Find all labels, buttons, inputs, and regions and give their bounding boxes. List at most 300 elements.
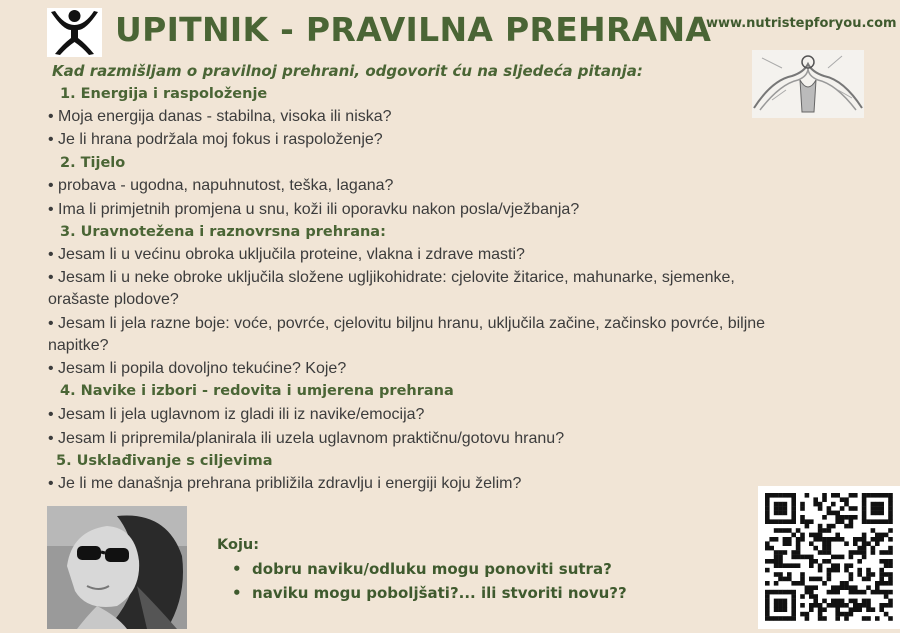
qr-module [853,590,858,595]
qr-module [791,533,796,538]
qr-module [857,590,862,595]
qr-code-graphic [758,486,900,629]
qr-module [831,502,836,507]
qr-module [888,559,893,564]
qr-module [787,590,792,595]
qr-module [765,599,770,604]
qr-module [835,511,840,516]
qr-module [840,599,845,604]
qr-module [888,519,893,524]
qr-module [809,555,814,560]
qr-module [818,524,823,529]
qr-module [844,612,849,617]
qr-module [774,616,779,621]
qr-module [866,616,871,621]
qr-module [765,607,770,612]
qr-module [791,506,796,511]
qr-module [835,537,840,542]
qr-module [805,555,810,560]
qr-module [849,550,854,555]
koju-item-text: dobru naviku/odluku mogu ponoviti sutra? [252,560,612,578]
qr-module [796,528,801,533]
qr-module [853,550,858,555]
qr-module [800,594,805,599]
qr-module [778,577,783,582]
qr-module [849,524,854,529]
qr-module [778,599,783,604]
qr-module [765,511,770,516]
qr-module [783,603,788,608]
qr-module [827,537,832,542]
qr-module [765,612,770,617]
qr-module [805,519,810,524]
qr-module [774,607,779,612]
qr-module [783,493,788,498]
qr-module [862,550,867,555]
qr-module [827,506,832,511]
qr-module [791,493,796,498]
qr-module [871,493,876,498]
qr-module [822,493,827,498]
qr-module [835,612,840,617]
qr-module [888,493,893,498]
qr-module [835,555,840,560]
qr-module [840,585,845,590]
question-item: • Jesam li u većinu obroka uključila proteine, vlakna i zdrave masti? [48,246,525,263]
qr-module [866,541,871,546]
qr-module [818,528,823,533]
qr-module [866,585,871,590]
qr-module [783,590,788,595]
qr-module [778,607,783,612]
qr-module [827,590,832,595]
qr-module [831,590,836,595]
qr-module [822,550,827,555]
qr-module [778,616,783,621]
qr-module [840,519,845,524]
qr-module [765,603,770,608]
portrait-photo [47,506,187,629]
qr-module [818,616,823,621]
qr-module [844,568,849,573]
qr-module [765,581,770,586]
qr-module [862,506,867,511]
qr-module [849,493,854,498]
qr-module [844,603,849,608]
question-item: • Je li me današnja prehrana približila zdravlju i energiji koju želim? [48,475,522,492]
qr-module [778,493,783,498]
qr-module [800,555,805,560]
qr-module [769,559,774,564]
qr-module [787,577,792,582]
qr-module [888,590,893,595]
section-heading: 5. Usklađivanje s ciljevima [56,453,273,469]
qr-module [791,555,796,560]
qr-module [822,616,827,621]
qr-module [809,541,814,546]
qr-module [783,541,788,546]
qr-module [888,572,893,577]
qr-module [879,577,884,582]
qr-module [765,506,770,511]
qr-module [791,590,796,595]
qr-module [835,603,840,608]
qr-module [791,550,796,555]
qr-module [857,546,862,551]
qr-module [800,577,805,582]
qr-module [765,541,770,546]
qr-module [791,519,796,524]
qr-module [888,537,893,542]
qr-module [853,599,858,604]
qr-module [800,612,805,617]
qr-module [871,607,876,612]
qr-module [849,585,854,590]
qr-module [884,581,889,586]
qr-module [800,581,805,586]
qr-module [769,590,774,595]
qr-module [879,537,884,542]
qr-module [888,515,893,520]
qr-module [849,563,854,568]
qr-module [875,511,880,516]
qr-module [849,577,854,582]
qr-module [871,572,876,577]
qr-module [866,599,871,604]
qr-module [857,603,862,608]
qr-module [879,533,884,538]
qr-module [818,568,823,573]
qr-module [862,533,867,538]
section-heading: 2. Tijelo [60,155,126,171]
qr-module [778,519,783,524]
qr-module [866,568,871,573]
qr-module [765,493,770,498]
qr-module [774,581,779,586]
qr-module [791,497,796,502]
qr-module [827,572,832,577]
qr-module [787,528,792,533]
qr-module [774,511,779,516]
page-title: UPITNIK - PRAVILNA PREHRANA [115,10,712,49]
qr-module [796,546,801,551]
qr-module [862,555,867,560]
qr-module [778,502,783,507]
qr-module [871,528,876,533]
qr-module [879,493,884,498]
qr-module [849,607,854,612]
qr-module [875,533,880,538]
qr-module [818,550,823,555]
qr-module [827,559,832,564]
qr-module [787,493,792,498]
qr-module [800,533,805,538]
qr-module [800,572,805,577]
qr-module [871,511,876,516]
qr-module [827,603,832,608]
qr-module [791,594,796,599]
qr-module [765,616,770,621]
qr-module [835,599,840,604]
qr-module [853,506,858,511]
qr-module [884,493,889,498]
qr-module [827,577,832,582]
qr-module [765,590,770,595]
qr-module [871,590,876,595]
qr-module [835,493,840,498]
qr-module [866,572,871,577]
qr-module [835,568,840,573]
qr-module [884,550,889,555]
qr-module [888,581,893,586]
qr-module [783,511,788,516]
qr-module [879,607,884,612]
qr-module [857,568,862,573]
qr-module [853,493,858,498]
qr-module [831,537,836,542]
qr-module [809,603,814,608]
qr-module [840,603,845,608]
qr-module [813,559,818,564]
qr-module [787,541,792,546]
qr-module [778,603,783,608]
qr-module [884,590,889,595]
qr-module [827,568,832,573]
qr-module [765,515,770,520]
qr-module [862,537,867,542]
qr-module [853,585,858,590]
qr-module [844,497,849,502]
qr-module [783,506,788,511]
qr-module [862,502,867,507]
qr-module [831,493,836,498]
qr-module [857,550,862,555]
qr-module [862,511,867,516]
qr-module [875,506,880,511]
qr-module [800,519,805,524]
qr-module [871,550,876,555]
qr-module [844,541,849,546]
qr-module [769,616,774,621]
qr-module [875,541,880,546]
qr-module [774,537,779,542]
qr-module [822,497,827,502]
qr-module [796,555,801,560]
qr-module [769,519,774,524]
qr-module [862,590,867,595]
qr-module [849,506,854,511]
qr-module [866,603,871,608]
qr-module [857,572,862,577]
qr-module [800,537,805,542]
intro-text: Kad razmišljam o pravilnoj prehrani, odgovorit ću na sljedeća pitanja: [52,62,643,80]
qr-module [778,550,783,555]
qr-module [809,563,814,568]
qr-module [791,599,796,604]
qr-module [765,559,770,564]
qr-module [822,599,827,604]
question-item-continuation: orašaste plodove? [48,291,179,308]
qr-module [791,511,796,516]
qr-module [818,533,823,538]
qr-module [783,616,788,621]
qr-module [844,616,849,621]
qr-module [813,599,818,604]
qr-module [866,607,871,612]
qr-module [849,515,854,520]
qr-module [800,502,805,507]
qr-module [862,616,867,621]
qr-module [835,616,840,621]
question-item: • Jesam li jela razne boje: voće, povrće, cjelovitu biljnu hranu, uključila začine, začinsko povrće, biljne [48,315,766,332]
qr-module [857,607,862,612]
koju-label: Koju: [217,537,260,553]
qr-module [884,594,889,599]
qr-module [827,511,832,516]
qr-module [844,524,849,529]
section-heading: 1. Energija i raspoloženje [60,86,268,102]
qr-module [783,537,788,542]
qr-module [857,537,862,542]
qr-module [796,563,801,568]
qr-module [827,524,832,529]
qr-module [765,502,770,507]
qr-module [787,519,792,524]
qr-module [884,533,889,538]
qr-module [853,537,858,542]
qr-module [831,603,836,608]
qr-module [783,577,788,582]
qr-module [875,502,880,507]
qr-module [783,502,788,507]
qr-module [857,559,862,564]
section-heading: 4. Navike i izbori - redovita i umjerena prehrana [60,383,454,399]
qr-module [774,572,779,577]
qr-module [765,594,770,599]
qr-module [879,506,884,511]
qr-module [822,537,827,542]
qr-module [849,612,854,617]
qr-module [853,541,858,546]
qr-module [840,537,845,542]
qr-module [888,546,893,551]
qr-module [888,528,893,533]
koju-item: • naviku mogu poboljšati?... ili stvoriti novu?? [232,584,627,602]
qr-module [818,537,823,542]
qr-module [879,550,884,555]
qr-module [783,550,788,555]
qr-module [879,590,884,595]
qr-module [791,563,796,568]
qr-module [862,603,867,608]
qr-module [871,502,876,507]
qr-module [818,603,823,608]
question-item-continuation: napitke? [48,337,109,354]
qr-module [791,603,796,608]
qr-module [844,515,849,520]
qr-module [809,594,814,599]
qr-module [831,563,836,568]
qr-module [809,585,814,590]
qr-module [879,502,884,507]
qr-module [888,550,893,555]
qr-module [787,537,792,542]
qr-module [849,590,854,595]
qr-module [774,599,779,604]
qr-module [818,506,823,511]
question-item: • Moja energija danas - stabilna, visoka ili niska? [48,108,392,125]
qr-module [879,581,884,586]
qr-module [805,524,810,529]
qr-module [835,533,840,538]
qr-module [866,519,871,524]
qr-module [796,581,801,586]
qr-module [871,546,876,551]
qr-module [787,572,792,577]
qr-module [835,515,840,520]
qr-module [822,607,827,612]
qr-module [884,563,889,568]
qr-module [778,572,783,577]
qr-module [778,506,783,511]
qr-module [879,519,884,524]
qr-module [783,528,788,533]
qr-module [774,502,779,507]
qr-module [774,603,779,608]
qr-module [853,515,858,520]
qr-module [818,577,823,582]
qr-module [884,519,889,524]
qr-module [884,603,889,608]
qr-module [844,563,849,568]
qr-module [765,568,770,573]
qr-module [818,607,823,612]
qr-module [813,585,818,590]
qr-module [862,599,867,604]
qr-module [866,577,871,582]
qr-module [884,612,889,617]
qr-module [822,546,827,551]
qr-module [875,585,880,590]
qr-module [818,563,823,568]
qr-module [844,502,849,507]
qr-module [774,563,779,568]
qr-module [778,555,783,560]
qr-module [884,559,889,564]
sketch-illustration [752,50,864,118]
qr-module [791,612,796,617]
qr-module [871,506,876,511]
website-url[interactable]: www.nutristepforyou.com [706,16,897,31]
qr-module [875,590,880,595]
qr-module [809,607,814,612]
qr-module [831,599,836,604]
qr-module [853,603,858,608]
qr-module [875,537,880,542]
qr-module [840,497,845,502]
section-heading: 3. Uravnotežena i raznovrsna prehrana: [60,224,386,240]
qr-module [787,616,792,621]
qr-module [809,519,814,524]
qr-module [831,524,836,529]
qr-module [778,563,783,568]
qr-module [875,493,880,498]
qr-module [827,528,832,533]
qr-module [822,541,827,546]
qr-code[interactable] [758,486,900,629]
qr-module [822,559,827,564]
qr-module [765,546,770,551]
